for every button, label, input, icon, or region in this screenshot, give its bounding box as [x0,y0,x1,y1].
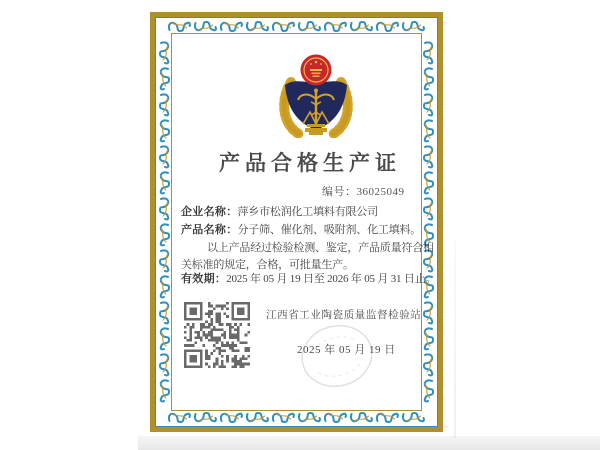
scrollwork-border-left [158,33,171,411]
issue-date: 2025 年 05 月 19 日 [297,344,396,356]
statement-line-1: 以上产品经过检验检测、鉴定，产品质量符合相 [207,242,434,254]
qr-code-icon [184,302,250,368]
certificate-title: 产品合格生产证 [219,151,401,175]
serial-number-line [322,183,405,199]
validity-line [181,270,437,286]
issuer-name: 江西省工业陶瓷质量监督检验站 [266,310,422,321]
product-name-line [181,221,425,237]
company-name-value: 萍乡市松润化工填料有限公司 [237,206,378,218]
validity-value: 2025 年 05 月 19 日至 2026 年 05 月 31 日止。 [226,273,437,285]
statement-line-2: 关标准的规定，合格，可批量生产。 [181,259,354,271]
paper-bottom-shadow [138,436,600,450]
quality-supervision-emblem-icon [277,52,355,138]
scrollwork-border-top [158,20,435,33]
product-name-value: 分子筛、催化剂、吸附剂、化工填料。 [237,224,422,236]
serial-number: 36025049 [356,186,405,198]
product-name-label: 产品名称： [181,224,238,236]
company-name-line [181,203,425,219]
paper-right-edge [454,240,456,438]
serial-label: 编号： [322,186,357,198]
validity-label: 有效期： [181,273,227,285]
company-name-label: 企业名称： [181,206,238,218]
scrollwork-border-bottom [158,411,435,424]
